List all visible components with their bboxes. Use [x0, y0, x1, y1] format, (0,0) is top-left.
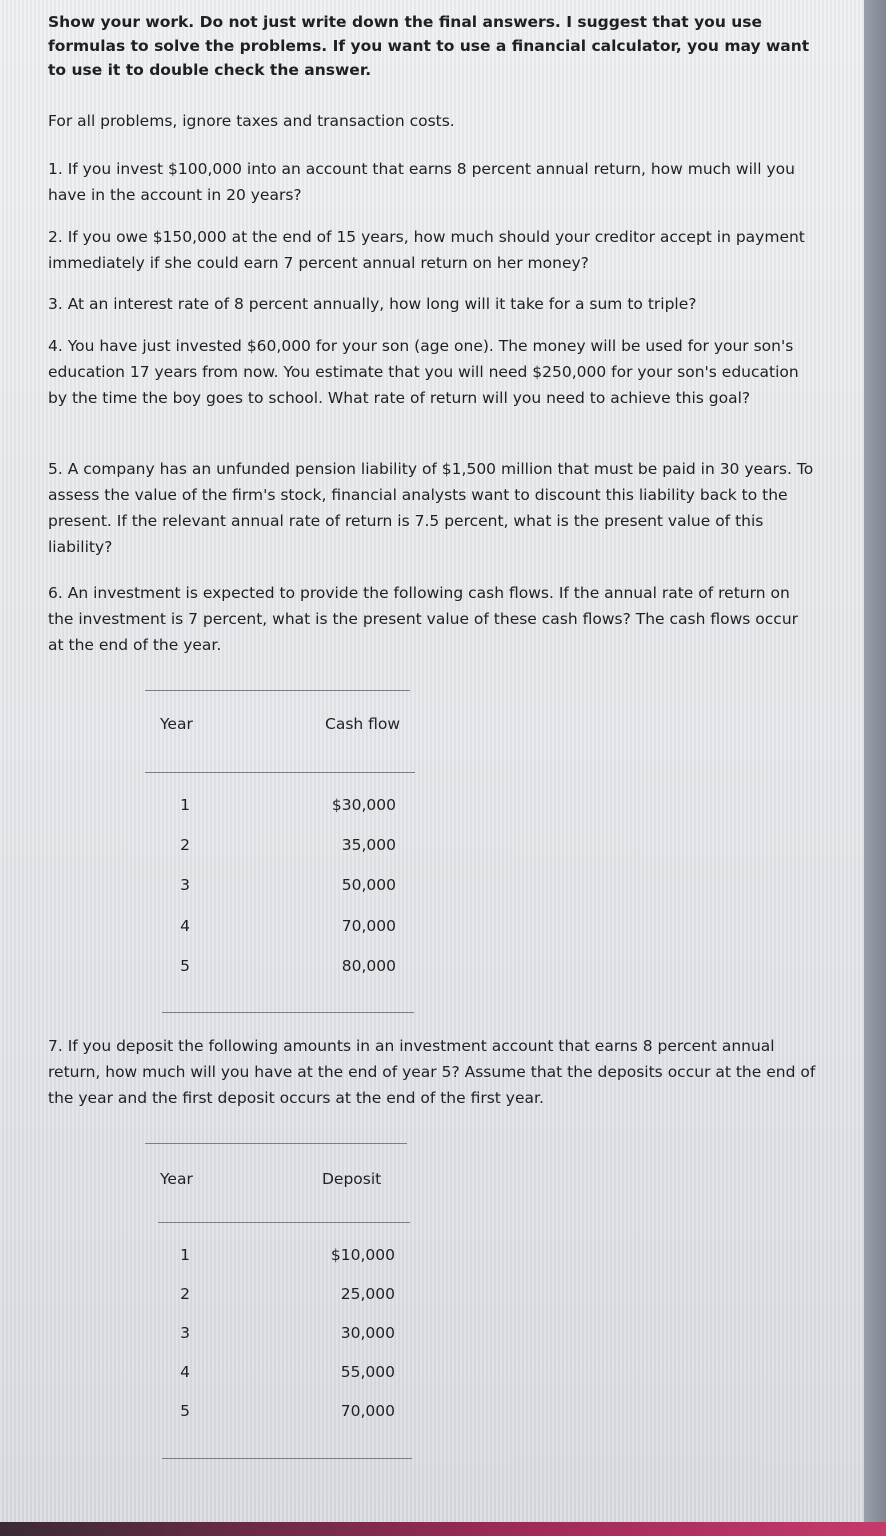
table-row-year: 1	[180, 796, 190, 814]
table-row-amount: $10,000	[330, 1246, 395, 1264]
table-header-year: Year	[160, 1170, 193, 1188]
table-row-amount: 50,000	[341, 876, 396, 894]
table-row-year: 1	[180, 1246, 190, 1264]
table-row-amount: 70,000	[340, 1402, 395, 1420]
table-row-amount: $30,000	[331, 796, 396, 814]
problem-5: 5. A company has an unfunded pension liability of $1,500 million that must be paid in 30 years. To assess the value of the firm's stock, financial analysts want to discount this liability back to the present. If the relevant annual rate of return is 7.5 percent, what is the present value of this liability?	[48, 460, 814, 556]
table-row-year: 5	[180, 957, 190, 975]
table-row-amount: 70,000	[341, 917, 396, 935]
table-row-year: 3	[180, 876, 190, 894]
table-row-year: 2	[180, 1285, 190, 1303]
table-header-cash-flow: Cash flow	[325, 715, 401, 733]
table-bottom-rule	[162, 1012, 414, 1013]
instructions-note: For all problems, ignore taxes and transaction costs.	[48, 112, 455, 130]
problem-2: 2. If you owe $150,000 at the end of 15 years, how much should your creditor accept in payment immediately if she could earn 7 percent annual return on her money?	[48, 228, 805, 272]
page-bottom-band	[0, 1522, 886, 1536]
table-bottom-rule	[162, 1458, 412, 1459]
table-row-amount: 35,000	[341, 836, 396, 854]
table-row-amount: 25,000	[340, 1285, 395, 1303]
page-right-edge	[864, 0, 886, 1536]
table-row-year: 5	[180, 1402, 190, 1420]
table-header-rule	[158, 1222, 410, 1223]
table-row-year: 4	[180, 1363, 190, 1381]
problem-4: 4. You have just invested $60,000 for your son (age one). The money will be used for your son's education 17 years from now. You estimate that you will need $250,000 for your son's education by the time the boy goes to school. What rate of return will you need to achieve this goal?	[48, 337, 799, 407]
table-header-deposit: Deposit	[322, 1170, 382, 1188]
table-header-year: Year	[160, 715, 193, 733]
instructions-intro: Show your work. Do not just write down the final answers. I suggest that you use formulas to solve the problems. If you want to use a financial calculator, you may want to use it to double check the answer.	[48, 13, 810, 79]
table-row-amount: 30,000	[340, 1324, 395, 1342]
table-header-rule	[145, 772, 415, 773]
table-row-year: 4	[180, 917, 190, 935]
problem-7: 7. If you deposit the following amounts in an investment account that earns 8 percent annual return, how much will you have at the end of year 5? Assume that the deposits occur at the end of the year and the first deposit occurs at the end of the first year.	[48, 1037, 816, 1107]
problem-6: 6. An investment is expected to provide the following cash flows. If the annual rate of return on the investment is 7 percent, what is the present value of these cash flows? The cash flows occur at the end of the year.	[48, 584, 799, 654]
problem-1: 1. If you invest $100,000 into an account that earns 8 percent annual return, how much will you have in the account in 20 years?	[48, 160, 795, 204]
table-top-rule	[145, 1143, 407, 1144]
table-row-year: 2	[180, 836, 190, 854]
problem-3: 3. At an interest rate of 8 percent annually, how long will it take for a sum to triple?	[48, 295, 697, 313]
table-row-amount: 55,000	[340, 1363, 395, 1381]
table-row-year: 3	[180, 1324, 190, 1342]
table-row-amount: 80,000	[341, 957, 396, 975]
table-top-rule	[145, 690, 410, 691]
